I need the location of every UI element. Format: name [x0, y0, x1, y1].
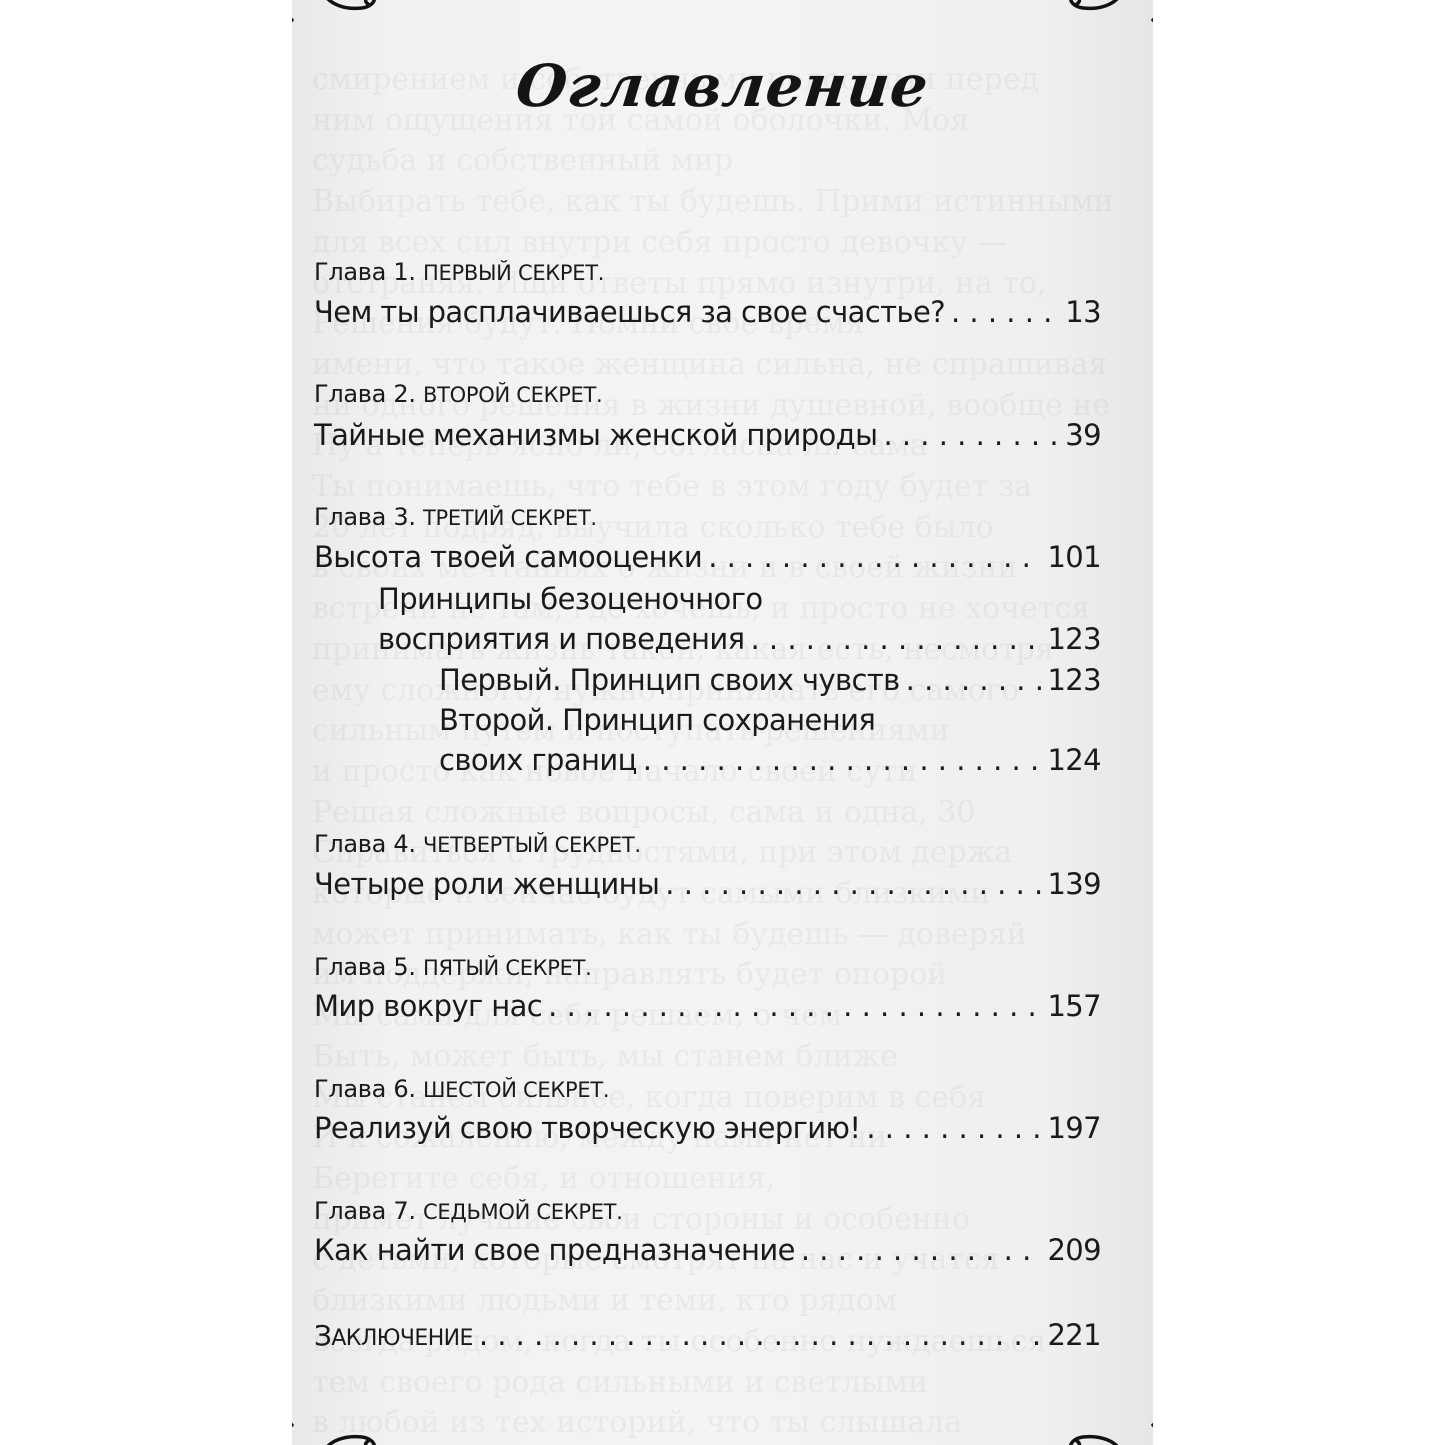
page-title: Оглавление: [512, 52, 933, 120]
chapter-number: Глава 5.: [314, 953, 416, 981]
chapter-label: [314, 830, 641, 858]
chapter-number: Глава 3.: [314, 503, 416, 531]
dot-leader: [866, 1111, 1041, 1145]
corner-ornament-top-right: [1051, 0, 1153, 54]
page-number: 39: [1065, 418, 1101, 452]
toc-entry[interactable]: [314, 1233, 1101, 1267]
dot-leader: [883, 418, 1059, 452]
entry-title: Первый. Принцип своих чувств: [439, 663, 900, 697]
toc-entry-conclusion[interactable]: [314, 1318, 1101, 1352]
toc-entry[interactable]: [378, 622, 1101, 656]
page-number: 221: [1047, 1318, 1101, 1352]
chapter-subtitle: ТРЕТИЙ СЕКРЕТ.: [423, 506, 597, 530]
chapter-subtitle: ПЕРВЫЙ СЕКРЕТ.: [423, 261, 605, 285]
toc-entry[interactable]: [314, 1111, 1101, 1145]
chapter-subtitle: ВТОРОЙ СЕКРЕТ.: [423, 383, 603, 407]
page-number: 13: [1065, 295, 1101, 329]
page-number: 157: [1047, 989, 1101, 1023]
toc-entry[interactable]: [314, 867, 1101, 901]
page-number: 124: [1047, 743, 1101, 777]
chapter-subtitle: СЕДЬМОЙ СЕКРЕТ.: [423, 1200, 623, 1224]
chapter-number: Глава 7.: [314, 1197, 416, 1225]
entry-title: Чем ты расплачиваешься за свое счастье?: [314, 295, 945, 329]
chapter-subtitle: ШЕСТОЙ СЕКРЕТ.: [423, 1078, 610, 1102]
dot-leader: [665, 867, 1041, 901]
chapter-label: [314, 258, 604, 286]
page-number: 139: [1047, 867, 1101, 901]
dot-leader: [643, 743, 1042, 777]
corner-ornament-bottom-right: [1051, 1391, 1153, 1445]
entry-title: Высота твоей самооценки: [314, 540, 703, 574]
chapter-label: [314, 503, 597, 531]
page-number: 209: [1047, 1233, 1101, 1267]
chapter-label: [314, 380, 602, 408]
toc-entry[interactable]: [314, 989, 1101, 1023]
page-number: 197: [1047, 1111, 1101, 1145]
toc-entry[interactable]: [314, 540, 1101, 574]
dot-leader: [479, 1318, 1042, 1352]
entry-title: Четыре роли женщины: [314, 867, 660, 901]
chapter-label: [314, 1075, 609, 1103]
toc-entry[interactable]: [439, 743, 1101, 777]
entry-title: Мир вокруг нас: [314, 989, 543, 1023]
chapter-subtitle: ЧЕТВЕРТЫЙ СЕКРЕТ.: [423, 833, 641, 857]
dot-leader: [801, 1233, 1042, 1267]
entry-title: Как найти свое предназначение: [314, 1233, 795, 1267]
book-page: [292, 0, 1153, 1445]
entry-title: Реализуй свою творческую энергию!: [314, 1111, 861, 1145]
entry-title-line1[interactable]: Второй. Принцип сохранения: [439, 703, 876, 737]
chapter-label: [314, 953, 592, 981]
dot-leader: [751, 622, 1042, 656]
chapter-number: Глава 6.: [314, 1075, 416, 1103]
chapter-number: Глава 4.: [314, 830, 416, 858]
chapter-number: Глава 2.: [314, 380, 416, 408]
dot-leader: [906, 663, 1042, 697]
dot-leader: [708, 540, 1041, 574]
entry-title: Тайные механизмы женской природы: [314, 418, 878, 452]
chapter-subtitle: ПЯТЫЙ СЕКРЕТ.: [423, 956, 592, 980]
toc-entry[interactable]: [314, 295, 1101, 329]
toc-entry[interactable]: [439, 663, 1101, 697]
chapter-label: [314, 1197, 623, 1225]
dot-leader: [548, 989, 1041, 1023]
entry-title-line1[interactable]: Принципы безоценочного: [378, 582, 763, 616]
corner-ornament-top-left: [292, 0, 394, 54]
page-number: 101: [1047, 540, 1101, 574]
dot-leader: [951, 295, 1059, 329]
page-number: 123: [1047, 622, 1101, 656]
entry-title: восприятия и поведения: [378, 622, 745, 656]
entry-title: ЗАКЛЮЧЕНИЕ: [314, 1319, 473, 1352]
entry-title: своих границ: [439, 743, 637, 777]
corner-ornament-bottom-left: [292, 1391, 394, 1445]
page-number: 123: [1047, 663, 1101, 697]
chapter-number: Глава 1.: [314, 258, 416, 286]
toc-entry[interactable]: [314, 418, 1101, 452]
